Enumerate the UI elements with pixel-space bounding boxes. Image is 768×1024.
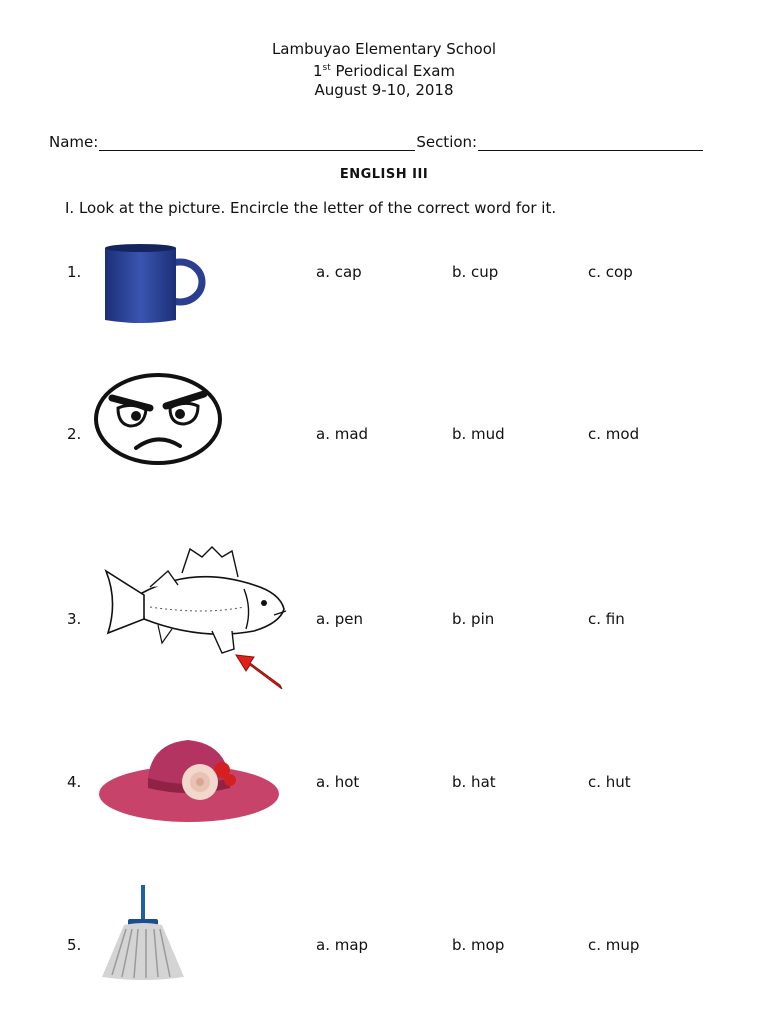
school-name: Lambuyao Elementary School [271, 40, 497, 58]
name-label: Name: [49, 133, 99, 151]
option-b[interactable]: b. cup [452, 263, 499, 281]
fish-fin-icon [104, 545, 300, 689]
option-a[interactable]: a. pen [316, 610, 363, 628]
angry-face-icon [92, 370, 224, 466]
exam-header [0, 40, 768, 100]
option-a[interactable]: a. mad [316, 425, 369, 443]
mop-icon [98, 885, 188, 981]
option-b[interactable]: b. mop [452, 936, 505, 954]
question-number: 3. [67, 610, 82, 628]
subject-heading: ENGLISH III [339, 167, 429, 182]
name-section-line [49, 133, 721, 151]
instruction-text: I. Look at the picture. Encircle the letter of the correct word for it. [65, 199, 557, 217]
option-c[interactable]: c. fin [588, 610, 625, 628]
option-b[interactable]: b. pin [452, 610, 495, 628]
question-number: 4. [67, 773, 82, 791]
exam-date: August 9-10, 2018 [314, 81, 454, 99]
exam-title: 1st Periodical Exam [312, 62, 456, 80]
question-number: 5. [67, 936, 82, 954]
option-c[interactable]: c. hut [588, 773, 631, 791]
option-c[interactable]: c. mup [588, 936, 640, 954]
question-number: 2. [67, 425, 82, 443]
option-b[interactable]: b. mud [452, 425, 505, 443]
option-c[interactable]: c. cop [588, 263, 633, 281]
option-c[interactable]: c. mod [588, 425, 640, 443]
mug-icon [100, 242, 220, 328]
option-a[interactable]: a. hot [316, 773, 360, 791]
section-field[interactable] [478, 135, 703, 151]
option-a[interactable]: a. map [316, 936, 369, 954]
question-number: 1. [67, 263, 82, 281]
option-b[interactable]: b. hat [452, 773, 496, 791]
option-a[interactable]: a. cap [316, 263, 362, 281]
hat-icon [96, 736, 282, 826]
name-field[interactable] [99, 135, 415, 151]
section-label: Section: [416, 133, 478, 151]
